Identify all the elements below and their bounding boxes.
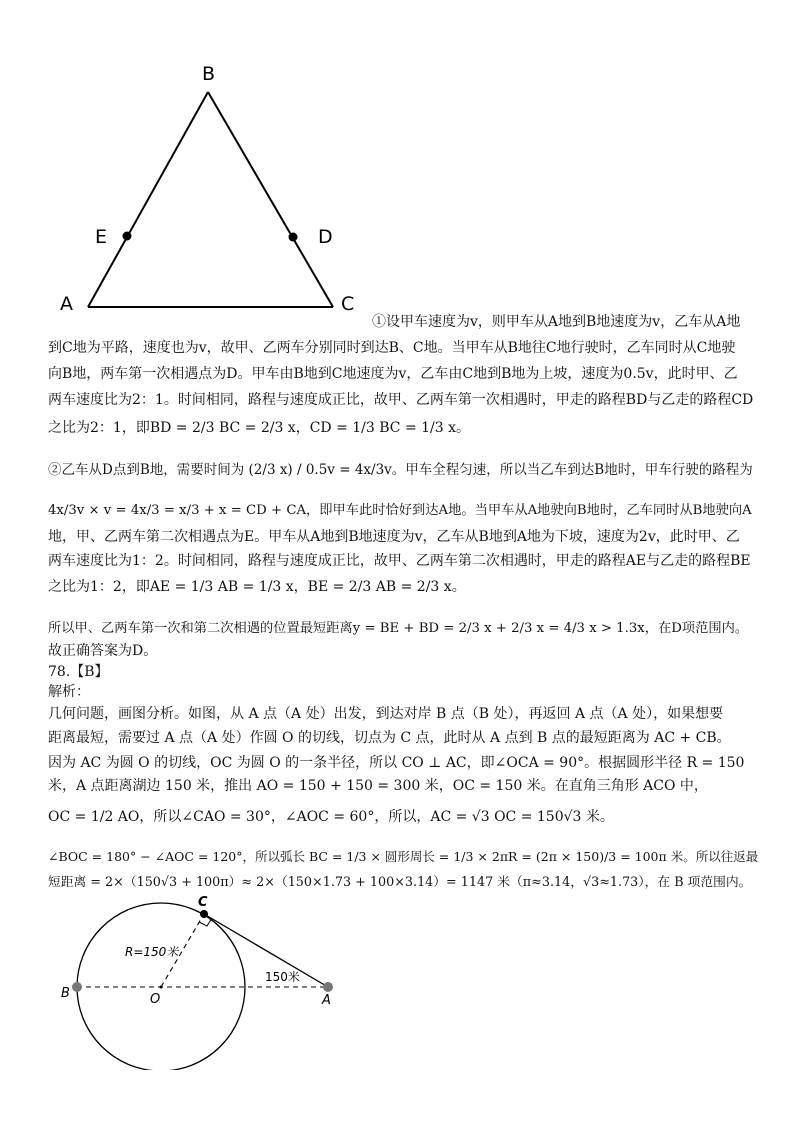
triangle-edge-bc <box>208 92 333 307</box>
circle-figure <box>55 895 355 1070</box>
label-o: O <box>150 992 161 1007</box>
text-line: 几何问题，画图分析。如图，从 A 点（A 处）出发，到达对岸 B 点（B 处），再返回 A 点（A 处），如果想要 <box>48 706 724 722</box>
text-line: OC = 1/2 AO，所以∠CAO = 30°，∠AOC = 60°，所以，AC = √3 OC = 150√3 米。 <box>48 809 614 825</box>
label-c: C <box>198 895 208 910</box>
triangle-figure <box>55 55 365 325</box>
label-a: A <box>60 293 73 315</box>
label-d: D <box>318 226 333 248</box>
label-b: B <box>202 63 216 85</box>
text-line: ①设甲车速度为v，则甲车从A地到B地速度为v，乙车从A地 <box>372 314 741 330</box>
text-line: 故正确答案为D。 <box>48 643 158 659</box>
label-b: B <box>61 986 70 1001</box>
text-line: 向B地，两车第一次相遇点为D。甲车由B地到C地速度为v，乙车由C地到B地为上坡，速度为0.5v，此时甲、乙 <box>48 366 738 382</box>
point-d <box>289 233 298 242</box>
text-line: 短距离 = 2×（150√3 + 100π）≈ 2×（150×1.73 + 100×3.14）= 1147 米（π≈3.14，√3≈1.73），在 B 项范围内。 <box>48 875 752 890</box>
label-a: A <box>322 993 331 1008</box>
point-b <box>72 982 82 992</box>
triangle-edge-ab <box>88 92 208 307</box>
label-radius: R=150米 <box>125 945 179 959</box>
text-line: 地，甲、乙两车第二次相遇点为E。甲车从A地到B地速度为v，乙车从B地到A地为下坡，速度为2v，此时甲、乙 <box>48 529 740 545</box>
point-o <box>160 986 163 989</box>
text-line: ②乙车从D点到B地，需要时间为 (2/3 x) / 0.5v = 4x/3v。甲车全程匀速，所以当乙车到达B地时，甲车行驶的路程为 <box>48 462 753 478</box>
label-c: C <box>341 293 355 315</box>
point-a <box>323 982 333 992</box>
text-line: 之比为1：2，即AE = 1/3 AB = 1/3 x，BE = 2/3 AB = 2/3 x。 <box>48 579 466 595</box>
label-e: E <box>95 226 108 248</box>
text-line: 之比为2：1，即BD = 2/3 BC = 2/3 x，CD = 1/3 BC = 1/3 x。 <box>48 420 471 436</box>
text-line: 两车速度比为2：1。时间相同，路程与速度成正比，故甲、乙两车第一次相遇时，甲走的路程BD与乙走的路程CD <box>48 392 754 408</box>
text-line: 两车速度比为1：2。时间相同，路程与速度成正比，故甲、乙两车第二次相遇时，甲走的路程AE与乙走的路程BE <box>48 553 751 569</box>
text-line: 因为 AC 为圆 O 的切线，OC 为圆 O 的一条半径，所以 CO ⊥ AC，即∠OCA = 90°。根据圆形半径 R = 150 <box>48 755 745 771</box>
text-line: 解析： <box>48 684 90 700</box>
text-line: 4x/3v × v = 4x/3 = x/3 + x = CD + CA，即甲车此时恰好到达A地。当甲车从A地驶向B地时，乙车同时从B地驶向A <box>48 503 752 518</box>
text-line: ∠BOC = 180° − ∠AOC = 120°，所以弧长 BC = 1/3 × 圆形周长 = 1/3 × 2πR = (2π × 150)/3 = 100π 米。所以往返最 <box>48 849 759 864</box>
point-e <box>123 232 132 241</box>
text-line: 米，A 点距离湖边 150 米，推出 AO = 150 + 150 = 300 米，OC = 150 米。在直角三角形 ACO 中， <box>48 778 708 794</box>
question-number: 78.【B】 <box>48 664 109 680</box>
point-c <box>200 910 208 918</box>
text-line: 所以甲、乙两车第一次和第二次相遇的位置最短距离y = BE + BD = 2/3 x + 2/3 x = 4/3 x > 1.3x，在D项范围内。 <box>48 621 749 636</box>
label-distance: 150米 <box>265 970 300 984</box>
text-line: 距离最短，需要过 A 点（A 处）作圆 O 的切线，切点为 C 点，此时从 A 点到 B 点的最短距离为 AC + CB。 <box>48 730 731 746</box>
text-line: 到C地为平路，速度也为v，故甲、乙两车分别同时到达B、C地。当甲车从B地往C地行驶时，乙车同时从C地驶 <box>48 340 736 356</box>
